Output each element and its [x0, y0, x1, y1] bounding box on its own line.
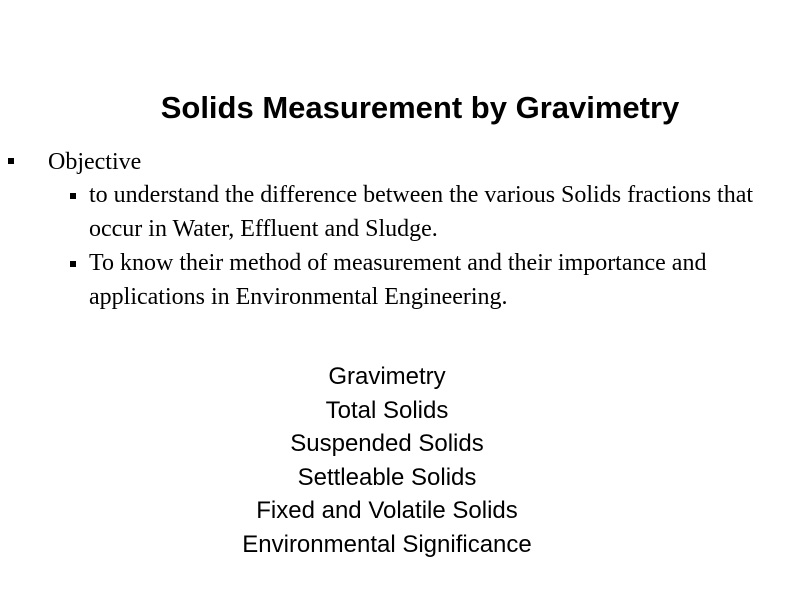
topic-item: Total Solids	[325, 396, 449, 424]
topic-item: Environmental Significance	[242, 530, 532, 558]
square-bullet-icon	[70, 261, 76, 267]
topic-item: Gravimetry	[328, 363, 446, 390]
topic-list	[0, 360, 774, 562]
objective-section	[0, 146, 792, 314]
topic-item: Fixed and Volatile Solids	[256, 497, 518, 525]
sub-bullet	[0, 246, 779, 314]
topic-item: Suspended Solids	[290, 430, 484, 458]
square-bullet-icon	[70, 193, 76, 199]
objective-label: Objective	[48, 149, 142, 175]
sub-bullet-text: To know their method of measurement and their importance and applications in Environmental Engineering.	[89, 250, 707, 310]
objective-bullet	[0, 146, 792, 178]
slide-title: Solids Measurement by Gravimetry	[160, 90, 680, 125]
sub-bullet-text: to understand the difference between the various Solids fractions that occur in Water, Effluent and Sludge.	[89, 182, 754, 242]
sub-bullet	[0, 178, 779, 246]
topic-item: Settleable Solids	[297, 463, 477, 491]
square-bullet-icon	[8, 158, 14, 164]
